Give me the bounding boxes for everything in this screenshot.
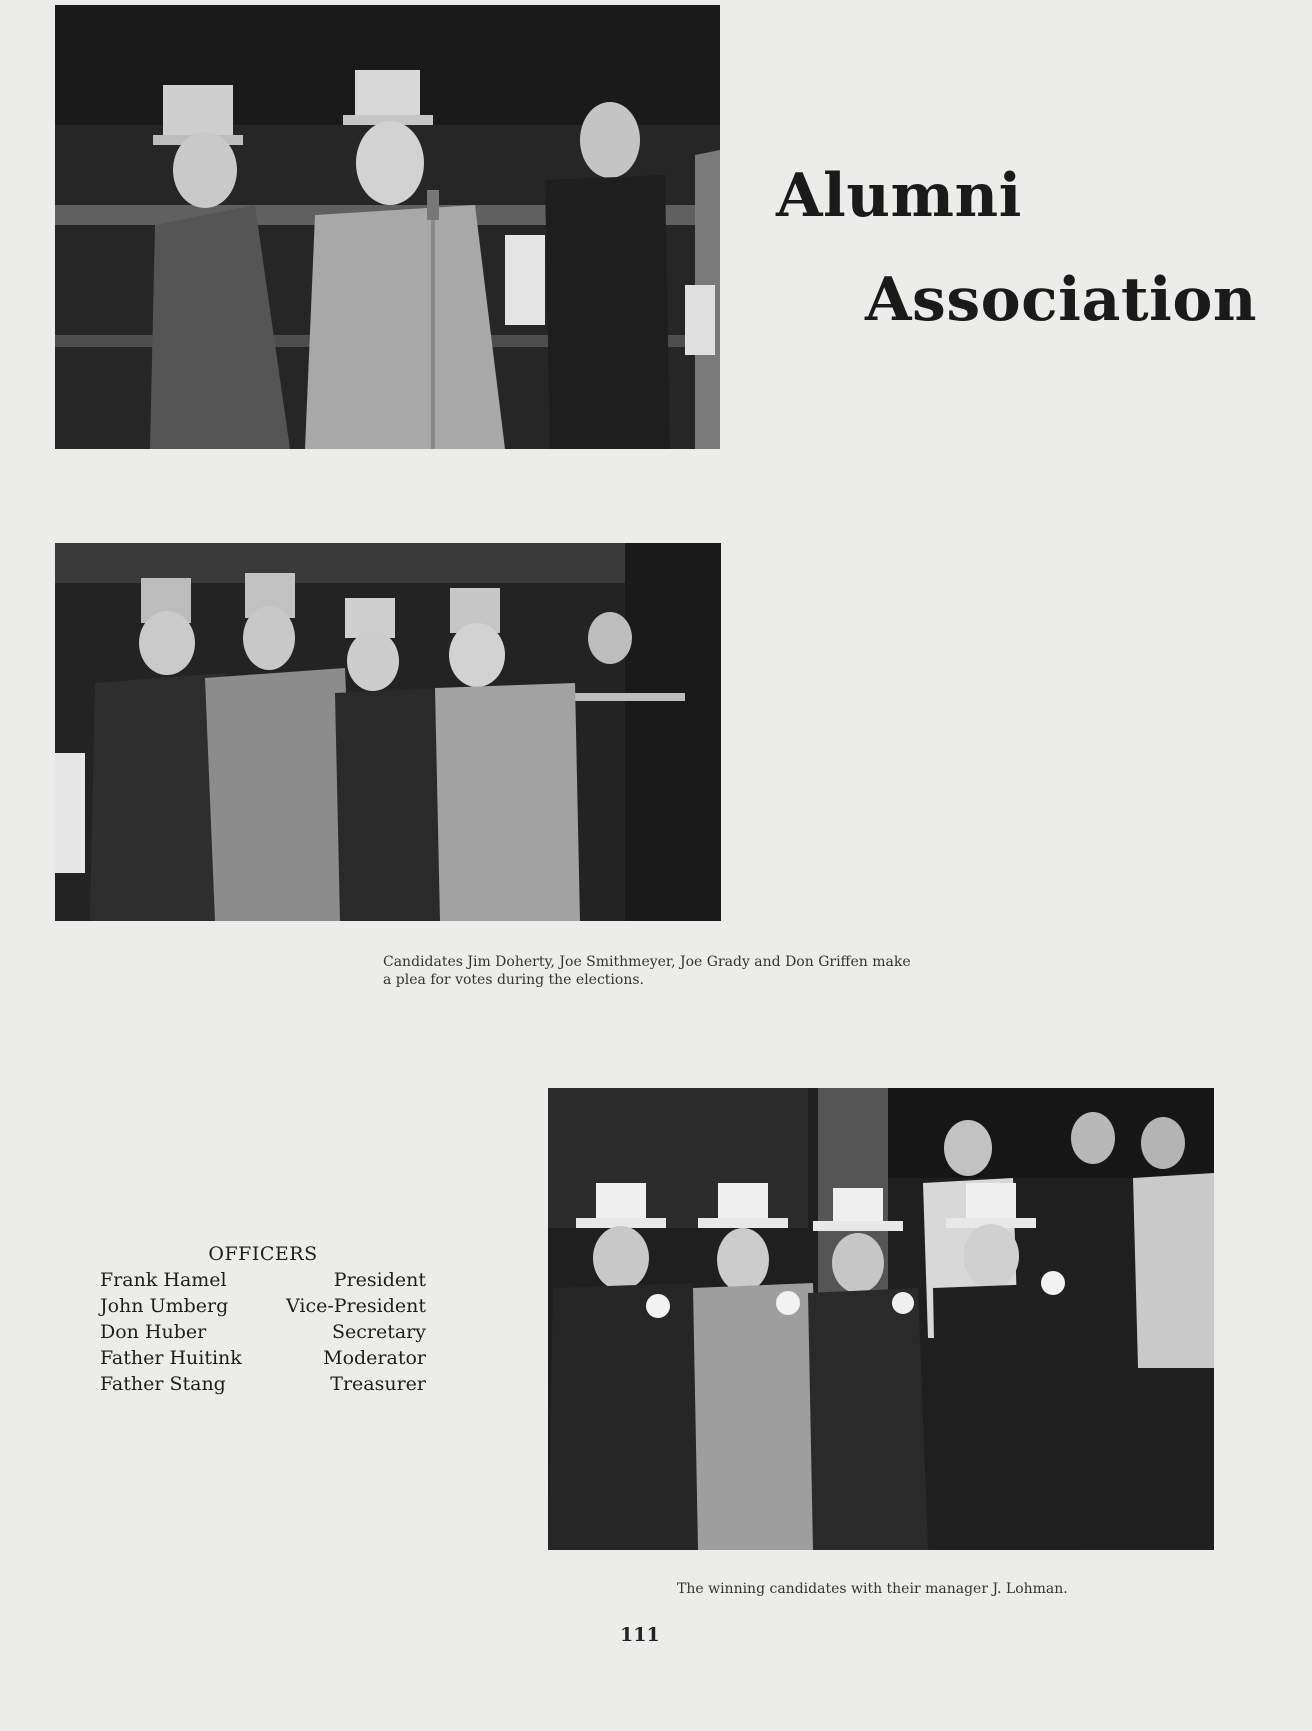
- officers-heading: OFFICERS: [208, 1243, 318, 1265]
- officer-name: Father Stang: [100, 1373, 226, 1395]
- officer-row: [100, 1371, 426, 1397]
- officers-list: [100, 1241, 426, 1397]
- officer-name: Father Huitink: [100, 1347, 242, 1369]
- officer-role: Treasurer: [330, 1373, 426, 1395]
- officer-row: [100, 1345, 426, 1371]
- officer-row: [100, 1267, 426, 1293]
- page-number: 111: [620, 1624, 660, 1646]
- page-title-line-2: Association: [865, 265, 1257, 335]
- officer-name: Don Huber: [100, 1321, 207, 1343]
- officer-row: [100, 1319, 426, 1345]
- group-photo-caption: Candidates Jim Doherty, Joe Smithmeyer, Joe Grady and Don Griffen make a plea for votes during the elections.: [383, 954, 911, 988]
- officer-name: John Umberg: [100, 1295, 229, 1317]
- page-title-line-1: Alumni: [776, 161, 1022, 231]
- officer-row: [100, 1293, 426, 1319]
- winning-candidates-photo: [548, 1088, 1214, 1550]
- officer-name: Frank Hamel: [100, 1269, 227, 1291]
- candidates-speaking-photo: [55, 5, 720, 449]
- officer-role: Vice-President: [286, 1295, 426, 1317]
- winners-photo-caption: The winning candidates with their manager J. Lohman.: [677, 1581, 1068, 1597]
- officer-role: Moderator: [323, 1347, 426, 1369]
- candidates-group-photo: [55, 543, 721, 921]
- officer-role: Secretary: [331, 1321, 426, 1343]
- officer-role: President: [333, 1269, 426, 1291]
